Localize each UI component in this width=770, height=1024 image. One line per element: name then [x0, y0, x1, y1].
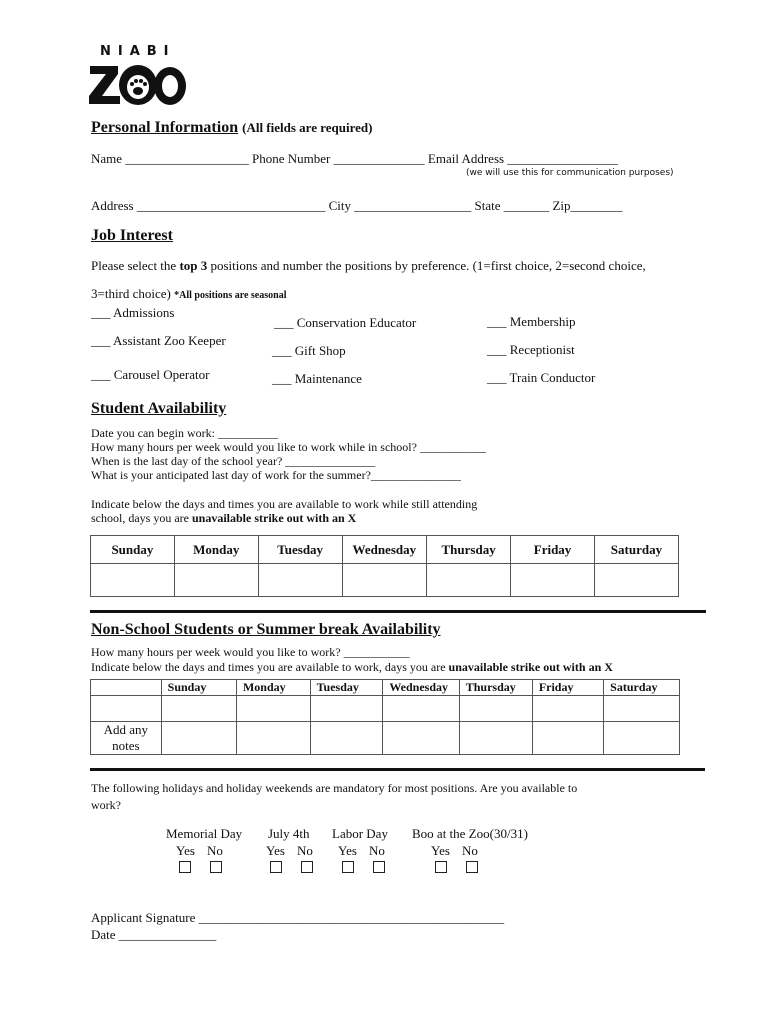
- nonschool-availability-row: [91, 696, 680, 722]
- student-indicate-line2: [91, 511, 356, 526]
- labor-no-checkbox[interactable]: [373, 861, 385, 873]
- student-availability-heading: Student Availability: [91, 400, 227, 417]
- ns-notes-monday[interactable]: [236, 722, 310, 755]
- instr-post: positions and number the positions by preference. (1=first choice, 2=second choice,: [207, 258, 646, 273]
- ns-indicate-pre: Indicate below the days and times you are available to work, days you are: [91, 660, 449, 674]
- day-saturday: Saturday: [594, 536, 678, 564]
- holiday-labor-day: Labor Day: [332, 826, 388, 841]
- ns-notes-friday[interactable]: [532, 722, 603, 755]
- position-gift-shop[interactable]: ___ Gift Shop: [272, 343, 346, 358]
- ns-cell-thursday[interactable]: [459, 696, 532, 722]
- personal-info-heading-row: [91, 119, 372, 137]
- address-city-state-zip-line[interactable]: Address _____________________________ City __________________ State _______ Zip________: [91, 198, 623, 213]
- email-communication-note: (we will use this for communication purposes): [466, 168, 674, 178]
- ns-day-sunday: Sunday: [161, 680, 236, 696]
- holiday-july-4th: July 4th: [268, 826, 310, 841]
- availability-cell-thursday[interactable]: [427, 564, 511, 597]
- labor-no-label: No: [369, 843, 385, 858]
- summer-last-day-line[interactable]: What is your anticipated last day of work for the summer?_______________: [91, 468, 461, 482]
- july4-yes-checkbox[interactable]: [270, 861, 282, 873]
- position-receptionist[interactable]: ___ Receptionist: [487, 342, 575, 357]
- holiday-boo-at-the-zoo: Boo at the Zoo(30/31): [412, 826, 528, 841]
- ns-cell-monday[interactable]: [236, 696, 310, 722]
- instr-line2: 3=third choice): [91, 286, 171, 301]
- position-maintenance[interactable]: ___ Maintenance: [272, 371, 362, 386]
- nonschool-indicate-line: [91, 660, 613, 675]
- seasonal-note: *All positions are seasonal: [174, 290, 287, 301]
- logo-top-text: NIABI: [100, 44, 176, 59]
- availability-cell-tuesday[interactable]: [258, 564, 342, 597]
- ns-notes-saturday[interactable]: [604, 722, 680, 755]
- ns-notes-sunday[interactable]: [161, 722, 236, 755]
- july4-yes-label: Yes: [266, 843, 285, 858]
- memorial-no-label: No: [207, 843, 223, 858]
- school-last-day-line[interactable]: When is the last day of the school year? _______________: [91, 454, 376, 468]
- memorial-yes-checkbox[interactable]: [179, 861, 191, 873]
- labor-yes-checkbox[interactable]: [342, 861, 354, 873]
- boo-yes-checkbox[interactable]: [435, 861, 447, 873]
- holidays-intro-line2: work?: [91, 798, 121, 812]
- indicate2-bold: unavailable strike out with an X: [191, 511, 357, 525]
- instr-pre: Please select the: [91, 258, 180, 273]
- indicate2-pre: school, days you are: [91, 511, 192, 525]
- job-instructions-line2: [91, 286, 286, 302]
- name-phone-email-line[interactable]: Name ___________________ Phone Number ______________ Email Address _________________: [91, 151, 618, 166]
- ns-cell-tuesday[interactable]: [310, 696, 383, 722]
- nonschool-notes-row: [91, 722, 680, 755]
- ns-notes-wednesday[interactable]: [383, 722, 459, 755]
- ns-day-tuesday: Tuesday: [310, 680, 383, 696]
- section-divider-1: [90, 610, 706, 613]
- ns-cell-wednesday[interactable]: [383, 696, 459, 722]
- ns-day-thursday: Thursday: [459, 680, 532, 696]
- availability-cell-wednesday[interactable]: [342, 564, 426, 597]
- ns-notes-thursday[interactable]: [459, 722, 532, 755]
- section-divider-2: [90, 768, 705, 771]
- position-admissions[interactable]: ___ Admissions: [91, 305, 175, 320]
- ns-header-blank: [91, 680, 162, 696]
- zoo-logo-icon: [88, 60, 188, 106]
- holiday-memorial-day: Memorial Day: [166, 826, 243, 841]
- school-hours-line[interactable]: How many hours per week would you like to work while in school? ___________: [91, 440, 486, 454]
- add-notes-label: [91, 722, 162, 755]
- ns-cell-friday[interactable]: [532, 696, 603, 722]
- ns-cell-sunday[interactable]: [161, 696, 236, 722]
- signature-date-line[interactable]: Date _______________: [91, 927, 217, 942]
- availability-cell-saturday[interactable]: [594, 564, 678, 597]
- position-assistant-zoo-keeper[interactable]: ___ Assistant Zoo Keeper: [91, 333, 226, 348]
- applicant-signature-line[interactable]: Applicant Signature _______________________________________________: [91, 910, 505, 925]
- july4-no-label: No: [297, 843, 313, 858]
- boo-yes-label: Yes: [431, 843, 450, 858]
- memorial-yes-label: Yes: [176, 843, 195, 858]
- day-tuesday: Tuesday: [258, 536, 342, 564]
- memorial-no-checkbox[interactable]: [210, 861, 222, 873]
- position-conservation-educator[interactable]: ___ Conservation Educator: [274, 315, 417, 330]
- personal-info-heading: Personal Information: [91, 119, 239, 136]
- begin-work-date-line[interactable]: Date you can begin work: __________: [91, 426, 278, 440]
- student-availability-input-row: [91, 564, 679, 597]
- ns-row-label-blank: [91, 696, 162, 722]
- ns-indicate-bold: unavailable strike out with an X: [448, 660, 613, 674]
- ns-day-saturday: Saturday: [604, 680, 680, 696]
- all-fields-required-note: (All fields are required): [242, 120, 373, 135]
- ns-day-monday: Monday: [236, 680, 310, 696]
- availability-cell-monday[interactable]: [174, 564, 258, 597]
- notes-label-line2: notes: [112, 738, 140, 753]
- student-indicate-line1: Indicate below the days and times you are available to work while still attending: [91, 497, 478, 511]
- nonschool-hours-line[interactable]: How many hours per week would you like to work? ___________: [91, 645, 410, 659]
- notes-label-line1: Add any: [103, 722, 149, 737]
- day-thursday: Thursday: [427, 536, 511, 564]
- instr-bold: top 3: [179, 258, 208, 273]
- position-carousel-operator[interactable]: ___ Carousel Operator: [91, 367, 210, 382]
- ns-day-wednesday: Wednesday: [383, 680, 459, 696]
- day-sunday: Sunday: [91, 536, 175, 564]
- day-friday: Friday: [511, 536, 595, 564]
- day-wednesday: Wednesday: [342, 536, 426, 564]
- nonschool-heading: Non-School Students or Summer break Availability: [91, 621, 441, 638]
- ns-notes-tuesday[interactable]: [310, 722, 383, 755]
- boo-no-checkbox[interactable]: [466, 861, 478, 873]
- boo-no-label: No: [462, 843, 478, 858]
- availability-cell-sunday[interactable]: [91, 564, 175, 597]
- availability-cell-friday[interactable]: [511, 564, 595, 597]
- holidays-intro-line1: The following holidays and holiday weekends are mandatory for most positions. Are you available to: [91, 781, 578, 795]
- position-train-conductor[interactable]: ___ Train Conductor: [487, 370, 596, 385]
- position-membership[interactable]: ___ Membership: [487, 314, 576, 329]
- nonschool-days-header-row: [91, 680, 680, 696]
- job-interest-heading: Job Interest: [91, 227, 173, 244]
- student-availability-table: [90, 535, 679, 597]
- job-instructions-line1: [91, 258, 646, 274]
- ns-cell-saturday[interactable]: [604, 696, 680, 722]
- july4-no-checkbox[interactable]: [301, 861, 313, 873]
- nonschool-availability-table: [90, 679, 680, 755]
- ns-day-friday: Friday: [532, 680, 603, 696]
- day-monday: Monday: [174, 536, 258, 564]
- student-days-header-row: [91, 536, 679, 564]
- labor-yes-label: Yes: [338, 843, 357, 858]
